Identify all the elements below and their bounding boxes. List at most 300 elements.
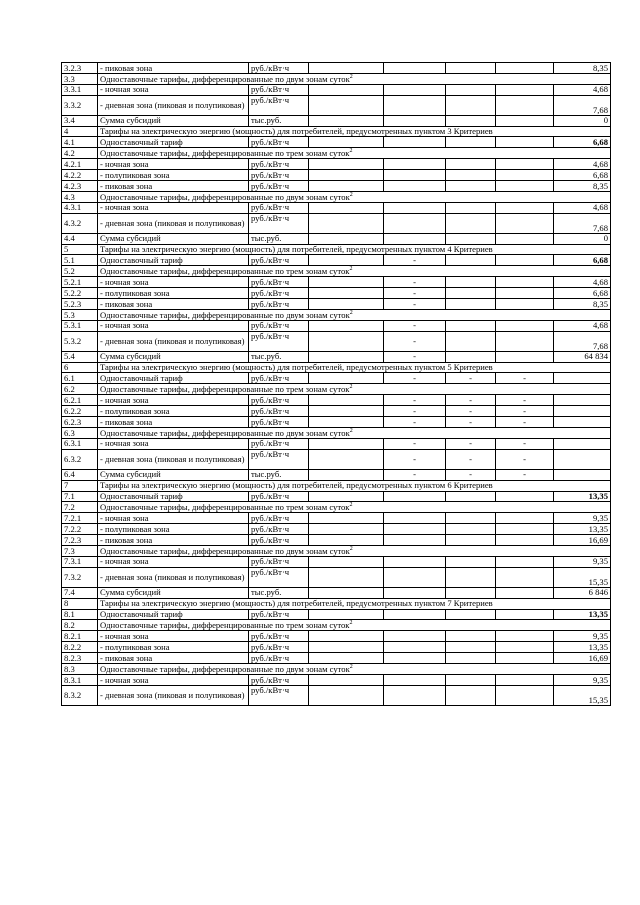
section-title-text: Тарифы на электрическую энергию (мощность) для потребителей, предусмотренных пунктом 4 Критериев: [100, 244, 493, 255]
value-cell: [384, 642, 446, 653]
table-row: [62, 513, 611, 524]
row-unit: руб./кВт·ч: [249, 524, 309, 535]
row-unit: тыс.руб.: [249, 469, 309, 480]
table-row: [62, 406, 611, 417]
value-cell: [496, 320, 554, 331]
value-cell: [446, 556, 496, 567]
value-cell: [496, 653, 554, 664]
section-title: [98, 148, 611, 159]
row-name: Одноставочный тариф: [98, 137, 249, 148]
table-row: [62, 95, 611, 115]
value-cell: -: [496, 469, 554, 480]
value-cell: [446, 653, 496, 664]
value-cell: -: [384, 449, 446, 469]
value-cell: 6 846: [554, 587, 611, 598]
value-cell: -: [384, 373, 446, 384]
row-name: - пиковая зона: [98, 181, 249, 192]
value-cell: [384, 631, 446, 642]
row-number: 4.2.2: [62, 170, 98, 181]
row-unit: руб./кВт·ч: [249, 567, 309, 587]
value-cell: 13,35: [554, 642, 611, 653]
value-cell: [554, 406, 611, 417]
value-cell: [446, 170, 496, 181]
table-row: [62, 159, 611, 170]
empty-cell: [309, 84, 384, 95]
value-cell: [496, 535, 554, 546]
row-number: 7.3: [62, 545, 98, 556]
section-title: [98, 266, 611, 277]
row-number: 3.3: [62, 73, 98, 84]
row-number: 6.3: [62, 427, 98, 438]
row-unit: руб./кВт·ч: [249, 137, 309, 148]
row-name: Сумма субсидий: [98, 587, 249, 598]
row-unit: руб./кВт·ч: [249, 406, 309, 417]
value-cell: -: [384, 395, 446, 406]
value-cell: -: [496, 395, 554, 406]
value-cell: 7,68: [554, 331, 611, 351]
row-number: 7.2.1: [62, 513, 98, 524]
value-cell: [384, 202, 446, 213]
value-cell: 0: [554, 115, 611, 126]
table-row: [62, 277, 611, 288]
value-cell: [496, 674, 554, 685]
empty-cell: [309, 449, 384, 469]
row-number: 3.4: [62, 115, 98, 126]
row-name: - дневная зона (пиковая и полупиковая): [98, 95, 249, 115]
empty-cell: [309, 642, 384, 653]
empty-cell: [309, 181, 384, 192]
row-unit: руб./кВт·ч: [249, 438, 309, 449]
row-number: 8.3.1: [62, 674, 98, 685]
row-unit: руб./кВт·ч: [249, 535, 309, 546]
table-row: [62, 653, 611, 664]
value-cell: 15,35: [554, 567, 611, 587]
row-unit: руб./кВт·ч: [249, 449, 309, 469]
value-cell: -: [384, 288, 446, 299]
value-cell: [384, 567, 446, 587]
value-cell: 4,68: [554, 84, 611, 95]
value-cell: [384, 587, 446, 598]
row-name: - полупиковая зона: [98, 524, 249, 535]
row-name: Одноставочный тариф: [98, 373, 249, 384]
section-title-text: Одноставочные тарифы, дифференцированные по двум зонам суток: [100, 73, 350, 84]
section-title: [98, 384, 611, 395]
empty-cell: [309, 63, 384, 74]
row-number: 6.2.1: [62, 395, 98, 406]
row-name: - дневная зона (пиковая и полупиковая): [98, 331, 249, 351]
value-cell: [384, 609, 446, 620]
value-cell: [496, 513, 554, 524]
footnote-mark: 2: [349, 545, 353, 552]
row-number: 7.1: [62, 491, 98, 502]
value-cell: [384, 685, 446, 705]
table-row: [62, 63, 611, 74]
row-number: 6.2.3: [62, 417, 98, 428]
value-cell: [446, 213, 496, 233]
value-cell: [446, 95, 496, 115]
value-cell: [554, 395, 611, 406]
row-number: 8.2.2: [62, 642, 98, 653]
row-unit: руб./кВт·ч: [249, 631, 309, 642]
table-row: [62, 674, 611, 685]
value-cell: -: [384, 417, 446, 428]
row-name: - дневная зона (пиковая и полупиковая): [98, 213, 249, 233]
section-header-row: [62, 384, 611, 395]
table-row: [62, 84, 611, 95]
row-number: 4.3.1: [62, 202, 98, 213]
table-row: [62, 491, 611, 502]
value-cell: [446, 631, 496, 642]
section-header-row: [62, 362, 611, 373]
empty-cell: [309, 95, 384, 115]
value-cell: -: [384, 438, 446, 449]
value-cell: [496, 587, 554, 598]
value-cell: [384, 556, 446, 567]
value-cell: [446, 277, 496, 288]
row-name: - пиковая зона: [98, 535, 249, 546]
value-cell: -: [384, 469, 446, 480]
row-unit: руб./кВт·ч: [249, 255, 309, 266]
empty-cell: [309, 137, 384, 148]
value-cell: [446, 674, 496, 685]
value-cell: -: [384, 351, 446, 362]
value-cell: [496, 115, 554, 126]
value-cell: -: [496, 417, 554, 428]
value-cell: [384, 115, 446, 126]
value-cell: [384, 513, 446, 524]
section-title-text: Одноставочные тарифы, дифференцированные по двум зонам суток: [100, 545, 350, 556]
empty-cell: [309, 351, 384, 362]
table-row: [62, 438, 611, 449]
empty-cell: [309, 417, 384, 428]
section-header-row: [62, 502, 611, 513]
tariff-table: [61, 62, 611, 706]
empty-cell: [309, 115, 384, 126]
empty-cell: [309, 406, 384, 417]
row-number: 5.1: [62, 255, 98, 266]
row-name: - пиковая зона: [98, 653, 249, 664]
value-cell: [446, 202, 496, 213]
value-cell: [554, 438, 611, 449]
table-row: [62, 202, 611, 213]
section-header-row: [62, 480, 611, 491]
empty-cell: [309, 255, 384, 266]
table-row: [62, 233, 611, 244]
row-name: Сумма субсидий: [98, 351, 249, 362]
row-number: 6.2: [62, 384, 98, 395]
row-number: 8.3: [62, 663, 98, 674]
value-cell: [446, 524, 496, 535]
value-cell: 16,69: [554, 653, 611, 664]
empty-cell: [309, 288, 384, 299]
value-cell: -: [446, 449, 496, 469]
empty-cell: [309, 159, 384, 170]
value-cell: [384, 170, 446, 181]
value-cell: [446, 331, 496, 351]
value-cell: [446, 535, 496, 546]
footnote-mark: 2: [349, 266, 353, 272]
value-cell: -: [384, 331, 446, 351]
value-cell: 4,68: [554, 277, 611, 288]
value-cell: [384, 491, 446, 502]
row-number: 3.3.1: [62, 84, 98, 95]
row-unit: руб./кВт·ч: [249, 320, 309, 331]
value-cell: [554, 469, 611, 480]
section-header-row: [62, 244, 611, 255]
footnote-mark: 2: [349, 502, 353, 509]
value-cell: [496, 567, 554, 587]
row-name: - ночная зона: [98, 277, 249, 288]
value-cell: 64 834: [554, 351, 611, 362]
row-unit: руб./кВт·ч: [249, 95, 309, 115]
section-title-text: Одноставочные тарифы, дифференцированные по двум зонам суток: [100, 191, 350, 202]
row-name: Одноставочный тариф: [98, 491, 249, 502]
row-name: - полупиковая зона: [98, 170, 249, 181]
value-cell: [554, 373, 611, 384]
section-title: [98, 598, 611, 609]
section-title: [98, 663, 611, 674]
value-cell: 9,35: [554, 513, 611, 524]
value-cell: [384, 137, 446, 148]
empty-cell: [309, 320, 384, 331]
section-title-text: Одноставочные тарифы, дифференцированные по трем зонам суток: [100, 620, 350, 631]
row-name: Одноставочный тариф: [98, 255, 249, 266]
section-title-text: Тарифы на электрическую энергию (мощность) для потребителей, предусмотренных пунктом 3 Критериев: [100, 126, 493, 137]
empty-cell: [309, 556, 384, 567]
value-cell: [446, 567, 496, 587]
value-cell: [384, 233, 446, 244]
value-cell: [446, 320, 496, 331]
row-name: Сумма субсидий: [98, 115, 249, 126]
row-name: - ночная зона: [98, 202, 249, 213]
section-title-text: Одноставочные тарифы, дифференцированные по трем зонам суток: [100, 266, 350, 276]
value-cell: 0: [554, 233, 611, 244]
value-cell: [496, 299, 554, 310]
value-cell: [384, 181, 446, 192]
value-cell: 7,68: [554, 95, 611, 115]
row-name: - ночная зона: [98, 395, 249, 406]
row-unit: руб./кВт·ч: [249, 84, 309, 95]
row-number: 5.2: [62, 266, 98, 277]
footnote-mark: 2: [349, 427, 353, 434]
value-cell: [496, 524, 554, 535]
section-title: [98, 620, 611, 631]
row-unit: руб./кВт·ч: [249, 395, 309, 406]
table-row: [62, 631, 611, 642]
footnote-mark: 2: [349, 73, 353, 80]
row-number: 6.3.2: [62, 449, 98, 469]
row-number: 4.1: [62, 137, 98, 148]
table-row: [62, 524, 611, 535]
row-unit: руб./кВт·ч: [249, 202, 309, 213]
table-row: [62, 115, 611, 126]
value-cell: [384, 524, 446, 535]
empty-cell: [309, 277, 384, 288]
empty-cell: [309, 299, 384, 310]
table-row: [62, 137, 611, 148]
row-name: - ночная зона: [98, 438, 249, 449]
section-header-row: [62, 126, 611, 137]
value-cell: [496, 202, 554, 213]
row-unit: руб./кВт·ч: [249, 417, 309, 428]
row-name: Сумма субсидий: [98, 233, 249, 244]
section-title-text: Тарифы на электрическую энергию (мощность) для потребителей, предусмотренных пунктом 6 Критериев: [100, 480, 493, 491]
value-cell: -: [446, 438, 496, 449]
row-number: 4.4: [62, 233, 98, 244]
footnote-mark: 2: [349, 620, 353, 627]
row-unit: руб./кВт·ч: [249, 170, 309, 181]
value-cell: 13,35: [554, 524, 611, 535]
value-cell: [446, 115, 496, 126]
row-unit: руб./кВт·ч: [249, 63, 309, 74]
row-unit: тыс.руб.: [249, 587, 309, 598]
row-name: - пиковая зона: [98, 417, 249, 428]
table-row: [62, 642, 611, 653]
section-title-text: Одноставочные тарифы, дифференцированные по двум зонам суток: [100, 427, 350, 438]
value-cell: [384, 95, 446, 115]
footnote-mark: 2: [349, 147, 353, 154]
section-title: [98, 191, 611, 202]
value-cell: [554, 449, 611, 469]
value-cell: 4,68: [554, 159, 611, 170]
section-title: [98, 502, 611, 513]
row-number: 5.3.2: [62, 331, 98, 351]
table-row: [62, 469, 611, 480]
row-number: 5.2.2: [62, 288, 98, 299]
section-title: [98, 309, 611, 320]
value-cell: [496, 213, 554, 233]
section-header-row: [62, 545, 611, 556]
value-cell: 6,68: [554, 137, 611, 148]
row-number: 4.2: [62, 148, 98, 159]
value-cell: 6,68: [554, 288, 611, 299]
empty-cell: [309, 609, 384, 620]
empty-cell: [309, 438, 384, 449]
table-row: [62, 373, 611, 384]
row-unit: руб./кВт·ч: [249, 299, 309, 310]
value-cell: [446, 63, 496, 74]
row-name: - ночная зона: [98, 631, 249, 642]
value-cell: [496, 84, 554, 95]
section-header-row: [62, 598, 611, 609]
value-cell: [496, 233, 554, 244]
table-row: [62, 417, 611, 428]
table-row: [62, 288, 611, 299]
empty-cell: [309, 213, 384, 233]
section-title: [98, 427, 611, 438]
value-cell: [446, 513, 496, 524]
row-number: 7: [62, 480, 98, 491]
table-row: [62, 255, 611, 266]
value-cell: -: [446, 417, 496, 428]
row-number: 7.4: [62, 587, 98, 598]
row-unit: тыс.руб.: [249, 351, 309, 362]
row-unit: руб./кВт·ч: [249, 609, 309, 620]
empty-cell: [309, 524, 384, 535]
footnote-mark: 2: [349, 663, 353, 670]
empty-cell: [309, 653, 384, 664]
value-cell: 4,68: [554, 202, 611, 213]
empty-cell: [309, 395, 384, 406]
row-number: 5.2.1: [62, 277, 98, 288]
section-title-text: Тарифы на электрическую энергию (мощность) для потребителей, предусмотренных пунктом 7 Критериев: [100, 598, 493, 609]
row-unit: руб./кВт·ч: [249, 277, 309, 288]
empty-cell: [309, 469, 384, 480]
section-title: [98, 126, 611, 137]
row-number: 6.4: [62, 469, 98, 480]
row-unit: тыс.руб.: [249, 115, 309, 126]
row-unit: руб./кВт·ч: [249, 513, 309, 524]
section-title: [98, 73, 611, 84]
value-cell: [554, 417, 611, 428]
table-row: [62, 170, 611, 181]
row-number: 4.3: [62, 191, 98, 202]
row-number: 5.2.3: [62, 299, 98, 310]
value-cell: 8,35: [554, 299, 611, 310]
value-cell: [496, 491, 554, 502]
value-cell: [446, 84, 496, 95]
empty-cell: [309, 567, 384, 587]
value-cell: [446, 642, 496, 653]
table-row: [62, 449, 611, 469]
row-name: - дневная зона (пиковая и полупиковая): [98, 567, 249, 587]
value-cell: [496, 351, 554, 362]
row-unit: руб./кВт·ч: [249, 491, 309, 502]
value-cell: [496, 331, 554, 351]
row-name: - ночная зона: [98, 84, 249, 95]
row-number: 4.2.1: [62, 159, 98, 170]
value-cell: -: [446, 373, 496, 384]
row-unit: руб./кВт·ч: [249, 373, 309, 384]
value-cell: -: [446, 395, 496, 406]
empty-cell: [309, 674, 384, 685]
value-cell: [496, 137, 554, 148]
row-number: 8.2: [62, 620, 98, 631]
row-number: 6: [62, 362, 98, 373]
value-cell: [384, 535, 446, 546]
row-number: 8.2.1: [62, 631, 98, 642]
value-cell: 4,68: [554, 320, 611, 331]
section-header-row: [62, 663, 611, 674]
value-cell: -: [384, 255, 446, 266]
section-title-text: Одноставочные тарифы, дифференцированные по двум зонам суток: [100, 663, 350, 674]
row-number: 7.2.3: [62, 535, 98, 546]
value-cell: [496, 288, 554, 299]
row-number: 4.3.2: [62, 213, 98, 233]
row-number: 4.2.3: [62, 181, 98, 192]
row-name: - ночная зона: [98, 159, 249, 170]
row-number: 5: [62, 244, 98, 255]
value-cell: [446, 181, 496, 192]
empty-cell: [309, 233, 384, 244]
value-cell: -: [446, 469, 496, 480]
value-cell: [446, 255, 496, 266]
value-cell: [496, 255, 554, 266]
row-unit: руб./кВт·ч: [249, 181, 309, 192]
value-cell: [496, 685, 554, 705]
value-cell: [496, 609, 554, 620]
table-row: [62, 213, 611, 233]
row-name: - пиковая зона: [98, 63, 249, 74]
empty-cell: [309, 685, 384, 705]
section-title: [98, 244, 611, 255]
row-unit: руб./кВт·ч: [249, 653, 309, 664]
value-cell: 9,35: [554, 556, 611, 567]
row-number: 5.4: [62, 351, 98, 362]
value-cell: [446, 288, 496, 299]
row-number: 3.2.3: [62, 63, 98, 74]
value-cell: 8,35: [554, 181, 611, 192]
